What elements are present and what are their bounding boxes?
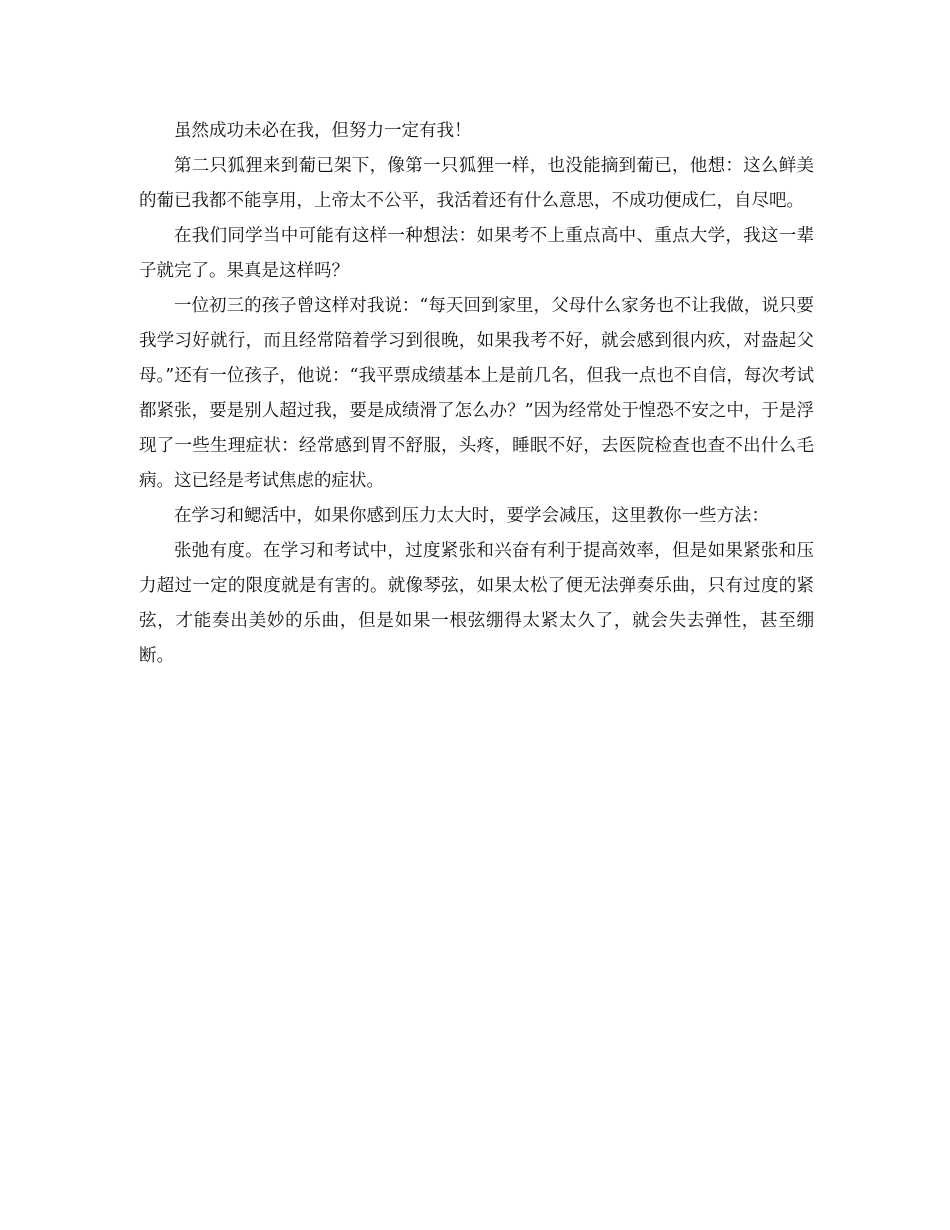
paragraph: 第二只狐狸来到葡已架下，像第一只狐狸一样，也没能摘到葡已，他想：这么鲜美的葡已我都不能享用，上帝太不公平，我活着还有什么意思，不成功便成仁，自尽吧。 — [139, 156, 814, 211]
paragraph: 一位初三的孩子曾这样对我说：“每天回到家里，父母什么家务也不让我做，说只要我学习好就行，而且经常陪着学习到很晚，如果我考不好，就会感到很内疚，对盎起父母。”还有一位孩子，他说：“我平票成绩基本上是前几名，但我一点也不自信，每次考试都紧张，要是别人超过我，要是成绩滑了怎么办？”因为经常处于惶恐不安之中，于是浮现了一些生理症状：经常感到胃不舒服，头疼，睡眠不好，去医院检查也查不出什么毛病。这已经是考试焦虑的症状。 — [139, 296, 814, 491]
paragraph: 虽然成功未必在我，但努力一定有我！ — [174, 121, 472, 141]
paragraph: 在学习和鳃活中，如果你感到压力太大时，要学会减压，这里教你一些方法： — [174, 506, 769, 526]
paragraph: 在我们同学当中可能有这样一种想法：如果考不上重点高中、重点大学，我这一辈子就完了。果真是这样吗？ — [139, 226, 814, 281]
paragraph: 张弛有度。在学习和考试中，过度紧张和兴奋有利于提高效率，但是如果紧张和压力超过一定的限度就是有害的。就像琴弦，如果太松了便无法弹奏乐曲，只有过度的紧弦，才能奏出美妙的乐曲，但是如果一根弦绷得太紧太久了，就会失去弹性，甚至绷断。 — [139, 541, 814, 666]
document-body — [139, 114, 814, 674]
